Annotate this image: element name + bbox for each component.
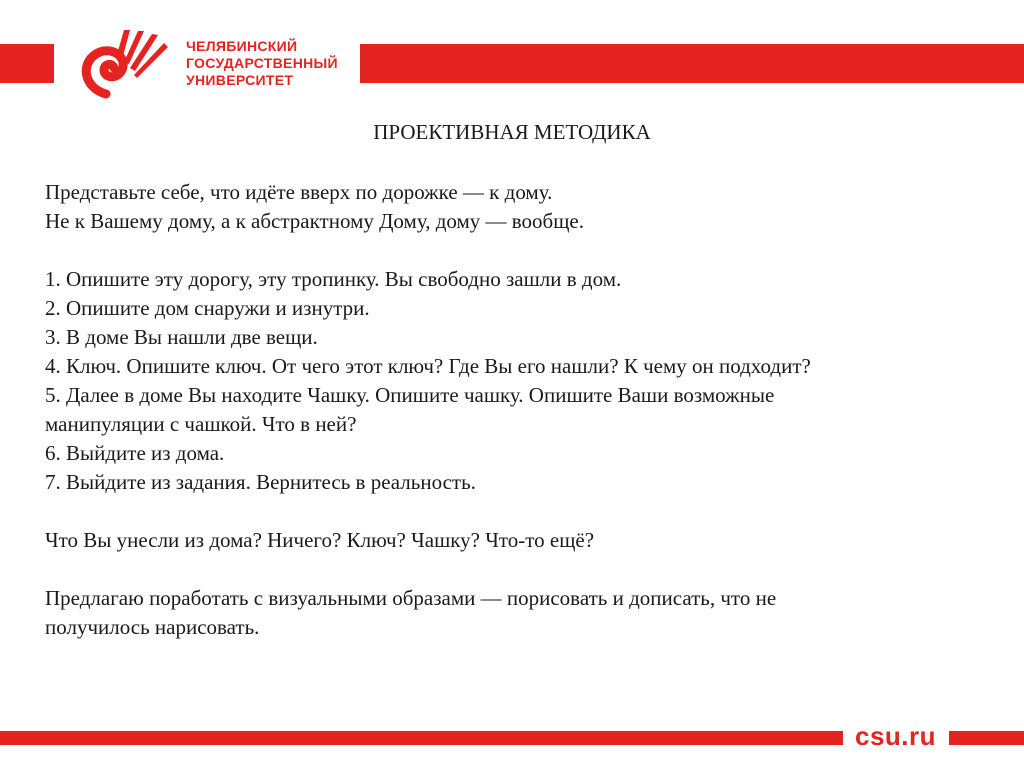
page-title: ПРОЕКТИВНАЯ МЕТОДИКА xyxy=(373,120,651,144)
step-item: 7. Выйдите из задания. Вернитесь в реальность. xyxy=(45,470,476,494)
step-item: 6. Выйдите из дома. xyxy=(45,441,225,465)
step-item: 2. Опишите дом снаружи и изнутри. xyxy=(45,296,370,320)
step-item: манипуляции с чашкой. Что в ней? xyxy=(45,412,357,436)
question-line: Что Вы унесли из дома? Ничего? Ключ? Чашку? Что-то ещё? xyxy=(45,528,595,552)
footer-bar-left xyxy=(0,731,843,745)
step-item: 5. Далее в доме Вы находите Чашку. Опишите чашку. Опишите Ваши возможные xyxy=(45,383,775,407)
step-item: 1. Опишите эту дорогу, эту тропинку. Вы свободно зашли в дом. xyxy=(45,267,622,291)
step-item: 4. Ключ. Опишите ключ. От чего этот ключ? Где Вы его нашли? К чему он подходит? xyxy=(45,354,811,378)
intro-line: Представьте себе, что идёте вверх по дорожке — к дому. xyxy=(45,180,553,204)
site-link[interactable]: csu.ru xyxy=(855,721,937,751)
university-name xyxy=(186,38,338,89)
intro-line: Не к Вашему дому, а к абстрактному Дому, дому — вообще. xyxy=(45,209,584,233)
header-bar-left xyxy=(0,44,54,83)
university-logo-icon xyxy=(76,28,176,100)
university-name-line: ЧЕЛЯБИНСКИЙ xyxy=(186,38,298,54)
header-bar-right xyxy=(360,44,1024,83)
closing-line: получилось нарисовать. xyxy=(45,615,260,639)
footer-bar-right xyxy=(949,731,1024,745)
university-name-line: УНИВЕРСИТЕТ xyxy=(186,72,294,88)
university-name-line: ГОСУДАРСТВЕННЫЙ xyxy=(186,55,338,71)
step-item: 3. В доме Вы нашли две вещи. xyxy=(45,325,318,349)
slide-body xyxy=(45,178,1005,642)
closing-line: Предлагаю поработать с визуальными образами — порисовать и дописать, что не xyxy=(45,586,777,610)
